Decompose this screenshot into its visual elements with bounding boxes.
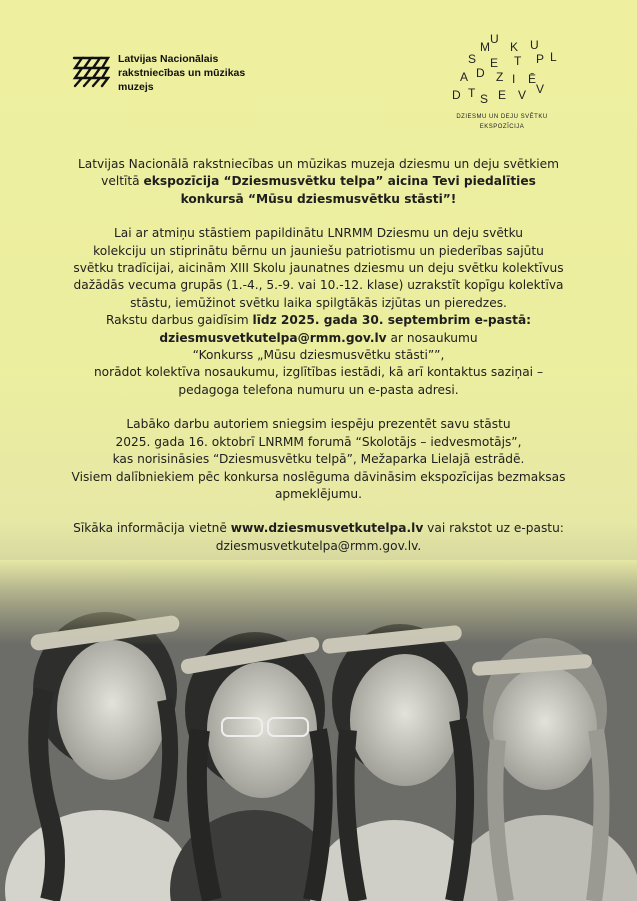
body-line-6-plain: Rakstu darbus gaidīsim (105, 313, 253, 328)
museum-logo-text (118, 52, 245, 94)
logo-letter: S (468, 52, 477, 66)
prize-line-1: Labāko darbu autoriem sniegsim iespēju prezentēt savu stāstu (126, 417, 511, 432)
exhibition-logo (432, 30, 572, 135)
museum-name-line-1: Latvijas Nacionālais (118, 53, 219, 65)
exhibition-logo-subtitle-line-2: EKSPOZĪCIJA (479, 124, 525, 130)
body-line-7 (48, 330, 589, 347)
logo-letter: V (536, 82, 545, 96)
logo-letter: A (460, 70, 469, 84)
body-line-9: norādot kolektīva nosaukumu, izglītības iestādi, kā arī kontaktus saziņai – (93, 365, 544, 380)
prize-line-5: apmeklējumu. (274, 486, 363, 501)
logo-letter: I (512, 72, 516, 86)
intro-line-3-bold: konkursā “Mūsu dziesmusvētku stāsti”! (180, 191, 457, 206)
body-line-8: “Konkurss „Mūsu dziesmusvētku stāsti””, (192, 348, 445, 363)
logo-letter: E (498, 88, 507, 102)
logo-letter: V (518, 88, 527, 102)
logo-letter: M (480, 40, 490, 54)
info-line-1-tail: vai rakstot uz e-pastu: (423, 521, 564, 536)
body-line-1: Lai ar atmiņu stāstiem papildinātu LNRMM Dziesmu un deju svētku (113, 226, 523, 241)
body-line-3: svētku tradīcijai, aicinām XIII Skolu jaunatnes dziesmu un deju svētku kolektīvus (73, 261, 564, 276)
logo-letter: U (530, 38, 539, 52)
exhibition-logo-letters (432, 30, 572, 105)
logo-letter: T (468, 86, 476, 100)
body-line-10: pedagoga telefona numuru un e-pasta adresi. (178, 382, 459, 397)
prize-line-3: kas norisināsies “Dziesmusvētku telpā”, Mežaparka Lielajā estrādē. (112, 452, 525, 467)
logo-letter: K (510, 40, 519, 54)
museum-name-line-2: rakstniecības un mūzikas (118, 67, 246, 79)
intro-line-1: Latvijas Nacionālā rakstniecības un mūzikas muzeja dziesmu un deju svētkiem (77, 157, 560, 171)
info-line-1 (48, 520, 589, 537)
prize-line-2: 2025. gada 16. oktobrī LNRMM forumā “Skolotājs – iedvesmotājs”, (115, 434, 522, 449)
prize-line-4: Visiem dalībniekiem pēc konkursa noslēguma dāvināsim ekspozīcijas bezmaksas (71, 469, 566, 484)
poster-text (48, 156, 589, 555)
museum-name-line-3: muzejs (118, 81, 154, 93)
body-line-6 (48, 312, 589, 329)
logo-letter: S (480, 92, 489, 106)
contest-email-link[interactable]: dziesmusvetkutelpa@rmm.gov.lv (159, 330, 387, 345)
info-email-link[interactable]: dziesmusvetkutelpa@rmm.gov.lv. (215, 538, 422, 553)
museum-logo-icon (70, 52, 110, 92)
logo-letter: P (536, 52, 545, 66)
exhibition-logo-subtitle-line-1: DZIESMU UN DEJU SVĒTKU (456, 114, 548, 120)
body-line-2: kolekciju un stiprinātu bērnu un jauniešu patriotismu un piederības sajūtu (93, 243, 544, 258)
logo-letter: Ē (528, 72, 537, 86)
intro-line-2 (48, 173, 589, 190)
header (0, 0, 637, 140)
deadline: līdz 2025. gada 30. septembrim e-pastā: (252, 313, 532, 328)
museum-logo (70, 52, 245, 94)
body-line-7-plain: ar nosaukumu (386, 330, 478, 345)
intro-line-2-bold: ekspozīcija “Dziesmusvētku telpa” aicina Tevi piedalīties (143, 174, 536, 189)
body-line-5: stāstu, iemūžinot svētku laika spilgtākās izjūtas un pieredzes. (130, 295, 507, 310)
logo-letter: T (514, 54, 522, 68)
exhibition-logo-subtitle (432, 112, 572, 132)
logo-letter: Z (496, 70, 504, 84)
body-line-4: dažādās vecuma grupās (1.-4., 5.-9. vai 10.-12. klase) uzrakstīt kopīgu kolektīva (73, 278, 564, 293)
website-link[interactable]: www.dziesmusvetkutelpa.lv (230, 521, 424, 536)
logo-letter: L (550, 50, 557, 64)
intro-line-2-plain: veltītā (101, 174, 144, 189)
logo-letter: U (490, 32, 499, 46)
logo-letter: E (490, 56, 499, 70)
logo-letter: D (476, 66, 485, 80)
logo-letter: D (452, 88, 461, 102)
girls-photo-icon (0, 560, 637, 901)
info-line-1-plain: Sīkāka informācija vietnē (73, 521, 231, 536)
intro-line-3 (48, 191, 589, 208)
